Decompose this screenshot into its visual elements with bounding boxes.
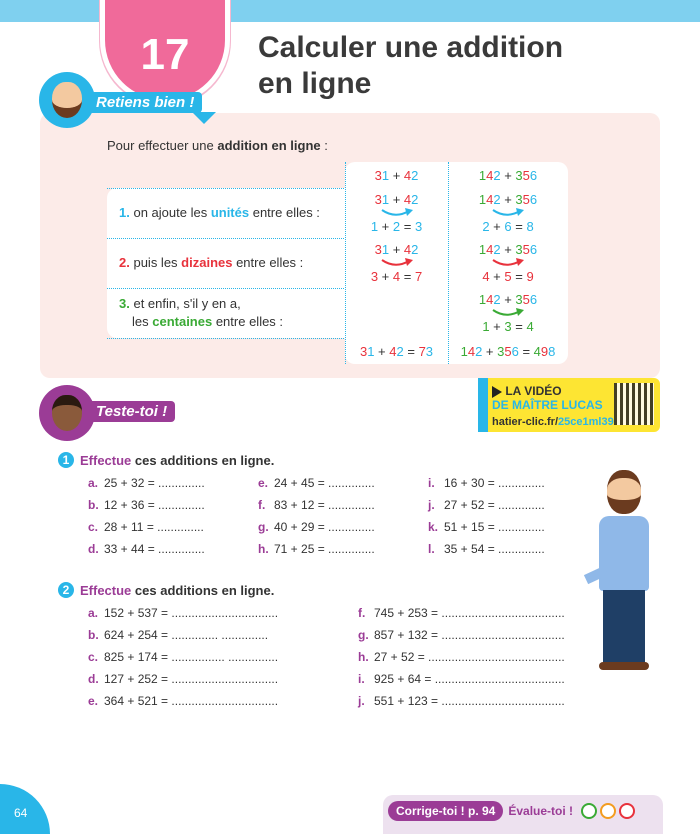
digit: 5 — [504, 343, 512, 359]
digit: 2 — [493, 292, 501, 307]
item-expression[interactable]: 33 + 44 = .............. — [104, 542, 205, 556]
digit: = — [511, 269, 527, 284]
digit: 3 — [374, 242, 382, 257]
item-letter: j. — [428, 498, 435, 512]
exercise-item — [428, 542, 545, 556]
exercise-item — [358, 606, 565, 620]
digit: 1 — [367, 343, 375, 359]
exercise-item — [88, 672, 278, 686]
item-expression[interactable]: 71 + 25 = .............. — [274, 542, 375, 556]
video-link[interactable] — [478, 378, 660, 432]
item-letter: f. — [258, 498, 266, 512]
step-text: les — [132, 314, 153, 329]
digit: + — [500, 292, 516, 307]
item-expression[interactable]: 624 + 254 = .............. .............. — [104, 628, 269, 642]
digit: 3 — [515, 242, 523, 257]
item-expression[interactable]: 24 + 45 = .............. — [274, 476, 375, 490]
exercise-item — [358, 694, 565, 708]
item-expression[interactable]: 27 + 52 = ......................................... — [374, 650, 565, 664]
step-text: entre elles : — [232, 255, 304, 270]
exercise-instruction: ces additions en ligne. — [131, 452, 275, 468]
carry-arrow-icon — [379, 258, 415, 268]
number-line — [371, 218, 422, 235]
digit: 3 — [515, 192, 523, 207]
digit: 1 — [381, 167, 390, 183]
digit: 6 — [504, 219, 512, 234]
digit: 1 — [478, 292, 487, 307]
digit: 4 — [486, 242, 494, 257]
exercise-item — [428, 476, 545, 490]
item-expression[interactable]: 364 + 521 = ................................ — [104, 694, 279, 708]
student-avatar — [39, 385, 95, 441]
item-letter: k. — [428, 520, 439, 534]
digit: 6 — [529, 167, 538, 183]
example-cell — [345, 162, 448, 188]
number-line — [479, 291, 537, 308]
digit: 5 — [504, 269, 512, 284]
item-expression[interactable]: 127 + 252 = ................................ — [104, 672, 279, 686]
self-check-footer — [383, 795, 663, 834]
digit: 4 — [486, 192, 494, 207]
exercise-instruction: ces additions en ligne. — [131, 582, 275, 598]
digit: 2 — [392, 219, 401, 234]
digit: 2 — [411, 167, 419, 183]
number-line — [375, 167, 419, 184]
retiens-bien-banner: Retiens bien ! — [88, 92, 202, 113]
item-expression[interactable]: 152 + 537 = ................................ — [104, 606, 279, 620]
digit: 4 — [486, 292, 494, 307]
step-number: 3. — [119, 296, 130, 311]
exercise-item — [88, 650, 278, 664]
digit: 4 — [486, 167, 494, 183]
example-cell — [448, 238, 568, 288]
digit: 3 — [370, 269, 379, 284]
step-text: on ajoute les — [133, 205, 211, 220]
exercise-item — [258, 542, 375, 556]
digit: 2 — [493, 192, 501, 207]
intro-bold: addition en ligne — [217, 138, 321, 153]
exercise-item — [258, 520, 375, 534]
digit: 4 — [526, 319, 534, 334]
digit: = — [403, 343, 419, 359]
digit: 1 — [478, 167, 487, 183]
digit: 6 — [529, 192, 538, 207]
page-title: Calculer une addition en ligne — [258, 31, 564, 100]
item-expression[interactable]: 35 + 54 = .............. — [444, 542, 545, 556]
exercise-item — [258, 498, 375, 512]
digit: + — [482, 343, 498, 359]
digit: = — [400, 269, 415, 284]
number-line — [482, 268, 533, 285]
exercise-item — [428, 520, 545, 534]
exercise-item — [358, 628, 565, 642]
digit: 1 — [482, 319, 490, 334]
digit: 2 — [411, 192, 419, 207]
digit: 1 — [370, 219, 379, 234]
teacher-face-icon — [52, 82, 82, 118]
rule-intro — [107, 138, 507, 153]
carry-arrow-icon — [490, 208, 526, 218]
digit: + — [378, 219, 393, 234]
video-subtitle: DE MAÎTRE LUCAS — [492, 398, 603, 412]
step-keyword: centaines — [152, 314, 213, 329]
exercise-item — [88, 628, 268, 642]
teste-toi-banner: Teste-toi ! — [88, 401, 175, 422]
digit: + — [500, 242, 516, 257]
evaluation-circle[interactable] — [600, 803, 616, 819]
digit: 4 — [482, 269, 490, 284]
intro-suffix: : — [320, 138, 328, 153]
exercise-item — [428, 498, 545, 512]
digit: 3 — [515, 167, 523, 183]
example-cell — [448, 188, 568, 238]
digit: + — [489, 219, 505, 234]
digit: 9 — [540, 343, 549, 359]
steps-column — [107, 188, 347, 338]
step-keyword: unités — [210, 205, 250, 220]
digit: + — [500, 192, 516, 207]
step-text: puis les — [133, 255, 182, 270]
item-expression[interactable]: 28 + 11 = .............. — [104, 520, 204, 534]
digit: 4 — [403, 242, 412, 257]
item-expression[interactable]: 825 + 174 = ................ ............... — [104, 650, 279, 664]
carry-arrow-icon — [490, 258, 526, 268]
digit: 4 — [533, 343, 541, 359]
digit: 4 — [403, 192, 412, 207]
digit: 2 — [411, 242, 419, 257]
item-letter: d. — [88, 672, 99, 686]
student-face-icon — [52, 395, 82, 431]
banner-arrow-icon — [192, 112, 216, 124]
step-number: 1. — [119, 205, 130, 220]
item-letter: e. — [258, 476, 269, 490]
number-line — [375, 241, 419, 258]
digit: 6 — [529, 242, 538, 257]
evaluate-label: Évalue-toi ! — [508, 804, 574, 818]
digit: 5 — [522, 242, 530, 257]
digit: = — [511, 319, 527, 334]
exercise-item — [358, 672, 565, 686]
qr-code-icon — [614, 383, 654, 425]
step-3 — [107, 288, 345, 338]
play-icon — [492, 386, 502, 398]
teacher-avatar — [39, 72, 95, 128]
digit: 5 — [522, 167, 530, 183]
digit: 6 — [511, 343, 519, 359]
exercise-number: 1 — [58, 452, 74, 468]
digit: 2 — [396, 343, 404, 359]
item-expression[interactable]: 40 + 29 = .............. — [274, 520, 375, 534]
digit: + — [500, 167, 516, 183]
video-code[interactable]: 25ce1ml39 — [558, 416, 614, 428]
digit: 1 — [478, 192, 487, 207]
exercise-1-header — [58, 452, 274, 468]
digit: 3 — [374, 167, 382, 183]
item-letter: c. — [88, 520, 99, 534]
exercise-verb: Effectue — [80, 452, 132, 468]
example-cell — [345, 188, 448, 238]
exercise-item — [88, 476, 205, 490]
exercise-item — [88, 606, 278, 620]
digit: 4 — [392, 269, 401, 284]
digit: + — [389, 242, 404, 257]
step-keyword: dizaines — [181, 255, 233, 270]
digit: 3 — [497, 343, 505, 359]
example-cell — [345, 338, 448, 364]
digit: 8 — [548, 343, 556, 359]
item-expression[interactable]: 83 + 12 = .............. — [274, 498, 375, 512]
item-letter: h. — [258, 542, 269, 556]
digit: 7 — [414, 269, 423, 284]
example-cell — [345, 238, 448, 288]
example-cell — [448, 288, 568, 338]
digit: 3 — [425, 343, 434, 359]
number-line — [479, 167, 537, 184]
digit: 2 — [475, 343, 483, 359]
digit: 4 — [467, 343, 476, 359]
digit: 2 — [482, 219, 490, 234]
example-cell — [345, 288, 448, 338]
item-expression[interactable]: 25 + 32 = .............. — [104, 476, 205, 490]
number-line — [482, 218, 533, 235]
item-expression[interactable]: 12 + 36 = .............. — [104, 498, 205, 512]
digit: + — [489, 269, 505, 284]
digit: + — [378, 269, 393, 284]
digit: = — [518, 343, 534, 359]
digit: 3 — [374, 192, 382, 207]
carry-arrow-icon — [379, 208, 415, 218]
exercise-item — [88, 542, 205, 556]
item-letter: i. — [428, 476, 435, 490]
intro-text: Pour effectuer une — [107, 138, 218, 153]
digit: 5 — [522, 192, 530, 207]
item-expression[interactable]: 51 + 15 = .............. — [444, 520, 545, 534]
example-cell — [448, 162, 568, 188]
item-expression[interactable]: 745 + 253 = ..................................... — [374, 606, 565, 620]
item-letter: g. — [358, 628, 369, 642]
number-line — [371, 268, 422, 285]
step-text: et enfin, s'il y en a, — [133, 296, 241, 311]
evaluation-rings — [578, 803, 635, 819]
digit: 1 — [381, 192, 390, 207]
digit: + — [374, 343, 390, 359]
digit: 6 — [529, 292, 538, 307]
exercise-item — [88, 498, 205, 512]
correction-link[interactable]: Corrige-toi ! p. 94 — [388, 801, 503, 821]
video-url[interactable]: hatier-clic.fr/ — [492, 416, 559, 428]
exercise-item — [88, 520, 204, 534]
item-letter: b. — [88, 498, 99, 512]
item-letter: c. — [88, 650, 99, 664]
digit: 5 — [522, 292, 530, 307]
item-expression[interactable]: 16 + 30 = .............. — [444, 476, 545, 490]
item-letter: b. — [88, 628, 99, 642]
exercise-item — [258, 476, 375, 490]
digit: 2 — [493, 167, 501, 183]
item-expression[interactable]: 551 + 123 = ..................................... — [374, 694, 565, 708]
lesson-number-badge: 17 — [100, 0, 230, 105]
digit: + — [489, 319, 505, 334]
digit: = — [400, 219, 415, 234]
page-number: 64 — [14, 806, 28, 820]
exercise-item — [358, 650, 565, 664]
step-2 — [107, 238, 345, 288]
digit: 4 — [389, 343, 397, 359]
carry-arrow-icon — [490, 308, 526, 318]
digit: = — [511, 219, 527, 234]
digit: 8 — [526, 219, 534, 234]
digit: 2 — [493, 242, 501, 257]
digit: 3 — [359, 343, 368, 359]
step-text: entre elles : — [212, 314, 284, 329]
item-expression[interactable]: 925 + 64 = ....................................... — [374, 672, 565, 686]
digit: 3 — [515, 292, 523, 307]
digit: 3 — [504, 319, 512, 334]
exercise-number: 2 — [58, 582, 74, 598]
exercise-2-header — [58, 582, 274, 598]
item-letter: l. — [428, 542, 435, 556]
item-letter: h. — [358, 650, 369, 664]
item-letter: j. — [358, 694, 365, 708]
item-letter: d. — [88, 542, 99, 556]
number-line — [375, 191, 419, 208]
step-text: entre elles : — [249, 205, 320, 220]
number-line — [360, 343, 433, 360]
video-title: LA VIDÉO — [505, 384, 562, 398]
digit: 4 — [403, 167, 412, 183]
item-letter: i. — [358, 672, 365, 686]
example-cell — [448, 338, 568, 364]
evaluation-circle[interactable] — [619, 803, 635, 819]
teacher-illustration — [585, 470, 660, 675]
number-line — [482, 318, 533, 335]
item-expression[interactable]: 857 + 132 = ..................................... — [374, 628, 565, 642]
digit: + — [389, 167, 404, 183]
item-letter: a. — [88, 606, 99, 620]
step-number: 2. — [119, 255, 130, 270]
number-line — [461, 343, 556, 360]
number-line — [479, 191, 537, 208]
step-1 — [107, 188, 345, 238]
item-expression[interactable]: 27 + 52 = .............. — [444, 498, 545, 512]
digit: 1 — [460, 343, 468, 359]
page-number-tab — [0, 784, 50, 834]
digit: 1 — [478, 242, 487, 257]
digit: + — [389, 192, 404, 207]
exercise-item — [88, 694, 278, 708]
digit: 7 — [418, 343, 426, 359]
digit: 3 — [414, 219, 423, 234]
number-line — [479, 241, 537, 258]
digit: 9 — [526, 269, 534, 284]
item-letter: a. — [88, 476, 99, 490]
evaluation-circle[interactable] — [581, 803, 597, 819]
digit: 1 — [381, 242, 390, 257]
item-letter: f. — [358, 606, 366, 620]
item-letter: e. — [88, 694, 99, 708]
item-letter: g. — [258, 520, 269, 534]
exercise-verb: Effectue — [80, 582, 132, 598]
